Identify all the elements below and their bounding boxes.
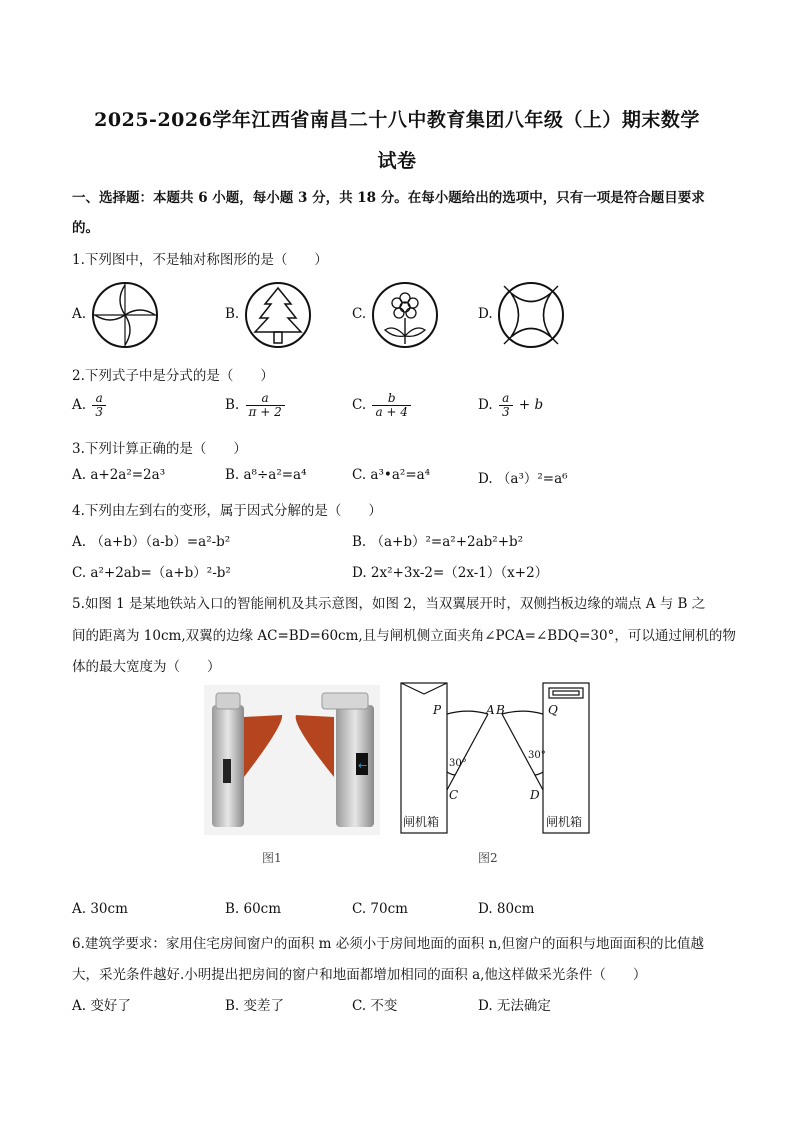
angle-label-right: 30°: [528, 750, 546, 761]
q6-option-a: A. 变好了: [72, 998, 131, 1014]
label-d: D: [530, 788, 540, 802]
q2-option-c: C. $\frac{b}{a + 4}$: [352, 392, 413, 419]
q4-stem: 4.下列由左到右的变形，属于因式分解的是（ ）: [72, 503, 382, 519]
label-a: A: [486, 703, 495, 717]
section-heading: 一、选择题：本题共 6 小题，每小题 3 分，共 18 分。在每小题给出的选项中，只有一项是符合题目要求: [72, 190, 705, 206]
q4-option-c: C. a²+2ab=（a+b）²-b²: [72, 565, 231, 581]
q3-option-d: D. （a³）²=a⁶: [478, 471, 568, 487]
q3-option-c: C. a³•a²=a⁴: [352, 467, 431, 483]
q6-option-b: B. 变差了: [225, 998, 285, 1014]
q1-option-c-label: C.: [352, 306, 367, 322]
q1-option-a-label: A.: [72, 306, 87, 322]
q3-option-b: B. a⁸÷a²=a⁴: [225, 467, 307, 483]
turnstile-photo: [204, 685, 380, 835]
q5-option-c: C. 70cm: [352, 901, 408, 917]
label-q: Q: [548, 703, 558, 717]
left-box-label: 闸机箱: [403, 815, 440, 829]
q5-stem-line3: 体的最大宽度为（ ）: [72, 659, 221, 675]
arc-square-figure: [496, 280, 566, 350]
paper-title-line1: 2025-2026学年江西省南昌二十八中教育集团八年级（上）期末数学: [94, 109, 700, 131]
q2-option-a: A. $\frac{a}{3}$: [72, 392, 108, 419]
svg-text:←: ←: [358, 759, 368, 772]
angle-label-left: 30°: [449, 758, 467, 769]
q5-stem-line1: 5.如图 1 是某地铁站入口的智能闸机及其示意图，如图 2，当双翼展开时，双侧挡板边缘的端点 A 与 B 之: [72, 596, 706, 612]
paper-title-line2: 试卷: [377, 150, 417, 172]
label-b: B: [496, 703, 505, 717]
q1-stem: 1.下列图中，不是轴对称图形的是（ ）: [72, 252, 328, 268]
q1-option-d-label: D.: [478, 306, 493, 322]
right-box-label: 闸机箱: [546, 815, 583, 829]
label-c: C: [449, 788, 459, 802]
pinwheel-figure: [90, 280, 160, 350]
q6-option-c: C. 不变: [352, 998, 398, 1014]
q5-option-b: B. 60cm: [225, 901, 282, 917]
q2-option-d: D. $\frac{a}{3}$ + b: [478, 391, 544, 419]
q2-stem: 2.下列式子中是分式的是（ ）: [72, 368, 274, 384]
q4-option-b: B. （a+b）²=a²+2ab²+b²: [352, 534, 524, 550]
q3-stem: 3.下列计算正确的是（ ）: [72, 441, 247, 457]
q4-option-a: A. （a+b）（a-b）=a²-b²: [72, 534, 231, 550]
section-heading-cont: 的。: [72, 220, 99, 236]
figure2-caption: 图2: [478, 851, 498, 865]
q6-stem-line2: 大，采光条件越好.小明提出把房间的窗户和地面都增加相同的面积 a,他这样做采光条件（ ）: [72, 967, 647, 983]
q6-stem-line1: 6.建筑学要求：家用住宅房间窗户的面积 m 必须小于房间地面的面积 n,但窗户的面积与地面面积的比值越: [72, 936, 705, 952]
q5-stem-line2: 间的距离为 10cm,双翼的边缘 AC=BD=60cm,且与闸机侧立面夹角∠PCA=∠BDQ=30°，可以通过闸机的物: [72, 628, 736, 644]
figure1-caption: 图1: [262, 851, 282, 865]
q2-option-b: B. $\frac{a}{\pi + 2}$: [225, 392, 287, 419]
flower-figure: [370, 280, 440, 350]
q5-option-d: D. 80cm: [478, 901, 535, 917]
q6-option-d: D. 无法确定: [478, 998, 551, 1014]
q1-option-b-label: B.: [225, 306, 240, 322]
q4-option-d: D. 2x²+3x-2=（2x-1）（x+2）: [352, 565, 549, 581]
tree-figure: [243, 280, 313, 350]
q3-option-a: A. a+2a²=2a³: [72, 467, 166, 483]
q5-option-a: A. 30cm: [72, 901, 128, 917]
label-p: P: [433, 703, 442, 717]
